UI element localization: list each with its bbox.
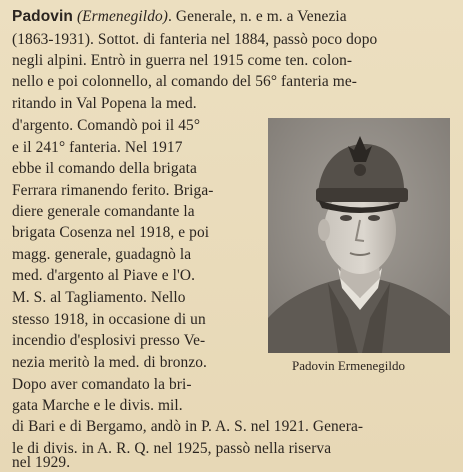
entry-text-line: (1863-1931). Sottot. di fanteria nel 1884, passò poco dopo [12,31,378,48]
portrait-illustration [268,118,450,353]
photo-caption: Padovin Ermenegildo [292,358,406,373]
entry-text-line: Ferrara rimanendo ferito. Briga- [12,182,214,199]
entry-text-line: incendio d'esplosivi presso Ve- [12,332,206,349]
entry-text-line: di Bari e di Bergamo, andò in P. A. S. nel 1921. Genera- [12,418,364,435]
entry-surname: Padovin [12,8,73,25]
entry-first-line-rest: . Generale, n. e m. a Venezia [168,8,347,25]
entry-text-line: nel 1929. [12,454,71,471]
entry-text-line: ebbe il comando della brigata [12,160,197,177]
entry-text-line: le di divis. in A. R. Q. nel 1925, passò nella riserva [12,440,332,457]
entry-text-line: d'argento. Comandò poi il 45° [12,117,201,134]
entry-text-line: nezia meritò la med. di bronzo. [12,354,207,371]
entry-text-line: diere generale comandante la [12,203,195,220]
entry-text-line: ritando in Val Popena la med. [12,95,197,112]
entry-text-line: e il 241° fanteria. Nel 1917 [12,139,183,156]
entry-text-line: brigata Cosenza nel 1918, e poi [12,224,210,241]
entry-text-line: nello e poi colonnello, al comando del 56° fanteria me- [12,73,358,90]
entry-heading-line [12,6,347,27]
entry-text-line: gata Marche e le divis. mil. [12,397,183,414]
entry-text-line: med. d'argento al Piave e l'O. [12,267,196,284]
entry-text-line: magg. generale, guadagnò la [12,246,192,263]
entry-text-line: negli alpini. Entrò in guerra nel 1915 come ten. colon- [12,52,353,69]
entry-text-line: M. S. al Tagliamento. Nello [12,289,186,306]
entry-text-line: stesso 1918, in occasione di un [12,311,206,328]
portrait-photo [268,118,450,353]
entry-text-line: Dopo aver comandato la bri- [12,376,192,393]
entry-given-name: (Ermenegildo) [76,8,169,25]
